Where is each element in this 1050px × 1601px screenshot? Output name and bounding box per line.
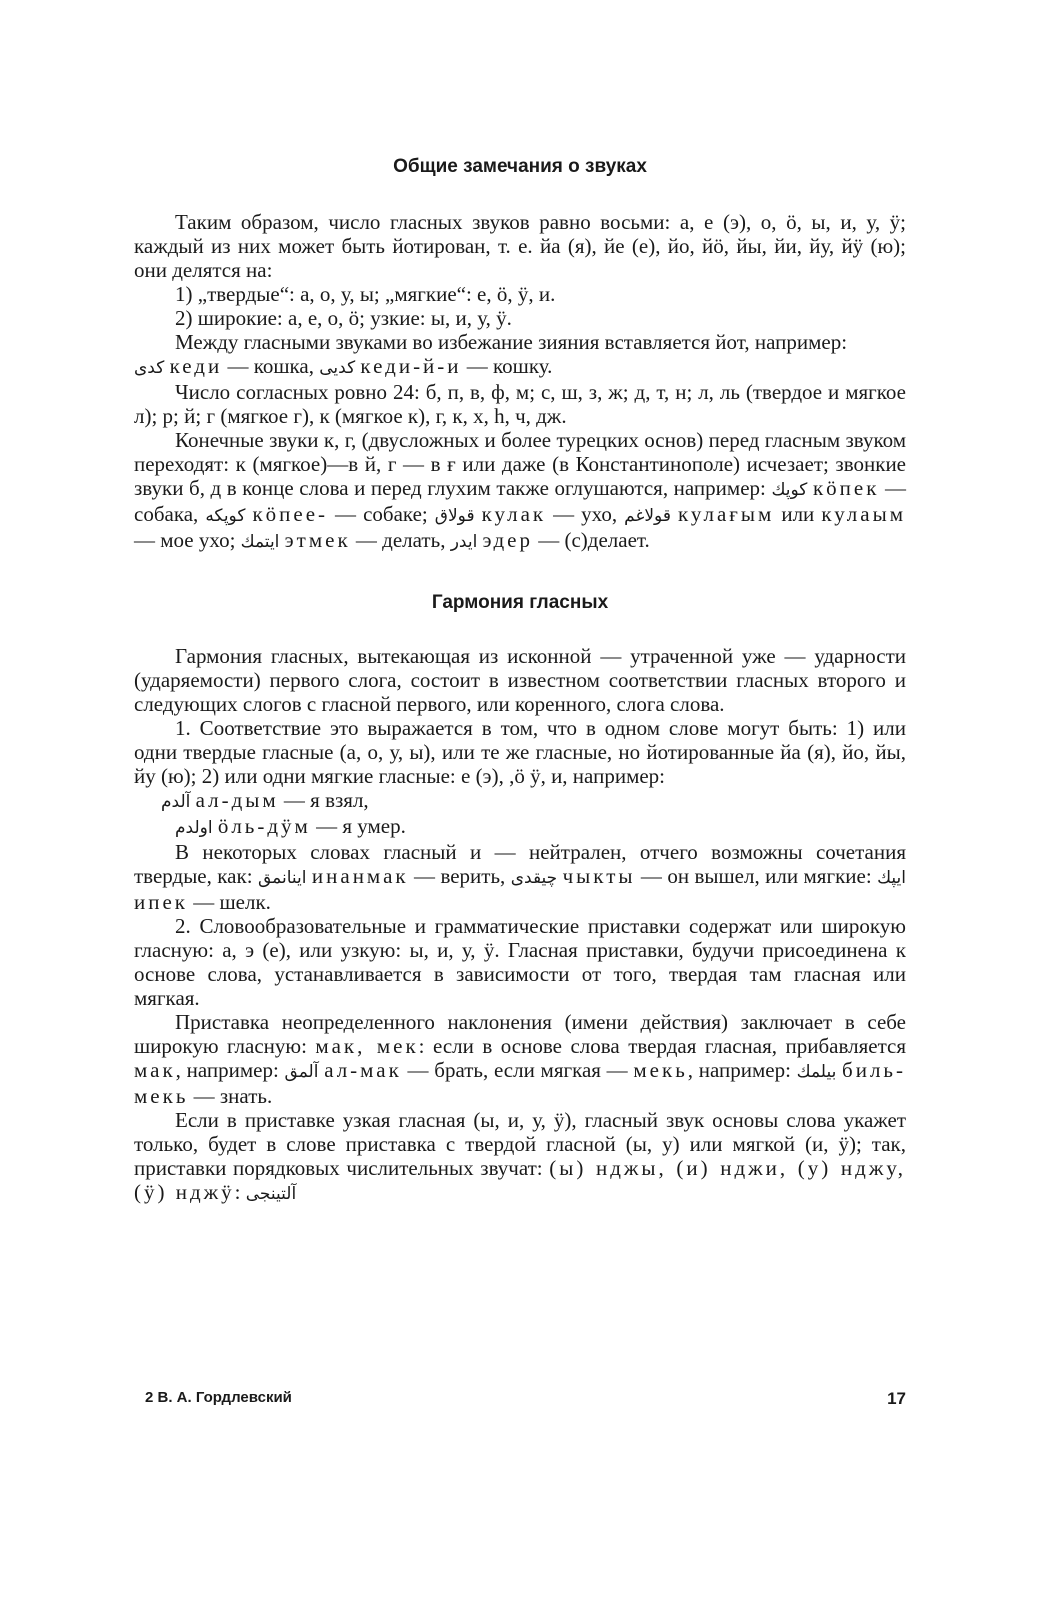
- paragraph: Между гласными звуками во избежание зияния вставляется йот, например:: [175, 330, 848, 354]
- paragraph: Число согласных ровно 24: б, п, в, ф, м; с, ш, з, ж; д, т, н; л, ль (твердое и мягкое л); р; й; г (мягкое г), к (мягкое к), г, к, х, һ, ч, дж.: [134, 380, 906, 428]
- transliteration: ал-мак: [324, 1058, 402, 1082]
- paragraph: В некоторых словах гласный и — нейтрален, отчего возможны сочетания твердые, как: اينانمق инанмак — верить, چيقدى чыкты — он вышел, или мягкие: ايپك ипек — шелк.: [134, 840, 907, 914]
- transliteration: кулаым: [821, 502, 906, 526]
- paragraph: Конечные звуки к, г, (двусложных и более турецких основ) перед гласным звуком переходят: к (мягкое)—в й, г — в ғ или даже (в Константинополе) исчезает; звонкие звуки б, д в конце слова и перед глухим также оглушаются, например: كوپك кӧпек — собака, كوپكه кӧпее- — собаке; قولاق кулак — ухо, قولاغم кулағым или кулаым — мое ухо; ايتمك этмек — делать, ايدر эдер — (с)делает.: [134, 428, 906, 552]
- arabic-word: ايتمك: [240, 532, 280, 552]
- signature-mark: 2 В. А. Гордлевский: [145, 1389, 292, 1406]
- transliteration: кулак: [481, 502, 547, 526]
- arabic-word: قولاغم: [624, 506, 671, 526]
- transliteration: кӧпек: [812, 476, 880, 500]
- arabic-word: ايپك: [877, 868, 907, 888]
- paragraph: Если в приставке узкая гласная (ы, и, у, ӱ), гласный звук основы слова укажет только, будет в слове приставка с твердой гласной (ы, у) или мягкой (и, ӱ); так, приставки порядковых числительных звучат: (ы) нджы, (и) нджи, (у) нджу, (ӱ) нджӱ: آلتينجى: [134, 1108, 906, 1204]
- paragraph: Таким образом, число гласных звуков равно восьми: а, е (э), о, ӧ, ы, и, у, ӱ; каждый из них может быть йотирован, т. е. йа (я), йе (е), йо, йӧ, йы, йи, йу, йӱ (ю); они делятся на:: [134, 210, 906, 282]
- section-title: Общие замечания о звуках: [393, 156, 647, 177]
- arabic-word: ايدر: [450, 532, 478, 552]
- transliteration: кӧпее-: [252, 502, 329, 526]
- section-title: Гармония гласных: [431, 592, 609, 613]
- transliteration: кеди-й-и: [360, 354, 462, 378]
- example-line: آلدم ал-дым — я взял,: [161, 788, 369, 812]
- page-number: 17: [887, 1389, 906, 1408]
- page-body: [134, 150, 906, 1206]
- transliteration: мекь: [633, 1058, 688, 1082]
- arabic-word: بيلمك: [796, 1062, 837, 1082]
- arabic-word: آلمق: [284, 1062, 319, 1082]
- arabic-word: قولاق: [434, 506, 475, 526]
- arabic-word: آلتينجى: [245, 1184, 297, 1204]
- paragraph: 1. Соответствие это выражается в том, что в одном слове могут быть: 1) или одни твердые гласные (а, о, у, ы), или те же гласные, но йотированные йа (я), йо, йы, йу (ю); 2) или одни мягкие гласные: е (э), ,ӧ ӱ, и, например:: [134, 716, 906, 788]
- transliteration: ал-дым: [195, 788, 279, 812]
- paragraph: 2. Словообразовательные и грамматические приставки содержат или широкую гласную: а, э (е), или узкую: ы, и, у, ӱ. Гласная приставки, будучи присоединена к основе слова, устанавливается в зависимости от того, твердая там гласная или мягкая.: [134, 914, 906, 1010]
- transliteration: биль-мекь: [134, 1058, 907, 1108]
- paragraph: Гармония гласных, вытекающая из исконной — утраченной уже — ударности (ударяемости) первого слога, состоит в известном соответствии гласных второго и следующих слогов с гласной первого, или коренного, слога слова.: [134, 644, 906, 716]
- transliteration: ипек: [134, 890, 188, 914]
- transliteration: этмек: [284, 528, 351, 552]
- example-line: اولدم ӧль-дӱм — я умер.: [175, 814, 406, 838]
- arabic-word: اولدم: [175, 818, 213, 838]
- example-line: كدى кеди — кошка, كديى кеди-й-и — кошку.: [134, 354, 553, 378]
- transliteration: мак, мек: [315, 1034, 419, 1058]
- transliteration: эдер: [482, 528, 533, 552]
- arabic-word: كوپكه: [205, 506, 246, 526]
- arabic-word: آلدم: [161, 792, 191, 812]
- paragraph: Приставка неопределенного наклонения (имени действия) заключает в себе широкую гласную: мак, мек: если в основе слова твердая гласная, прибавляется мак, например: آلمق ал-мак — брать, если мягкая — мекь, например: بيلمك биль-мекь — знать.: [134, 1010, 907, 1108]
- arabic-word: كوپك: [771, 480, 808, 500]
- arabic-word: كديى: [319, 358, 356, 378]
- arabic-word: اينانمق: [257, 868, 307, 888]
- arabic-word: كدى: [134, 358, 165, 378]
- list-item: 2) широкие: а, е, о, ӧ; узкие: ы, и, у, ӱ.: [175, 306, 512, 330]
- transliteration: чыкты: [562, 864, 636, 888]
- transliteration: мак: [134, 1058, 176, 1082]
- page-footer: [145, 1389, 906, 1406]
- transliteration: ӧль-дӱм: [217, 814, 311, 838]
- transliteration: кеди: [169, 354, 223, 378]
- transliteration: (ы) нджы, (и) нджи, (у) нджу, (ӱ) нджӱ: [134, 1156, 906, 1204]
- list-item: 1) „твердые“: а, о, у, ы; „мягкие“: е, ӧ, ӱ, и.: [175, 282, 556, 306]
- transliteration: кулағым: [678, 502, 775, 526]
- arabic-word: چيقدى: [510, 868, 558, 888]
- transliteration: инанмак: [311, 864, 409, 888]
